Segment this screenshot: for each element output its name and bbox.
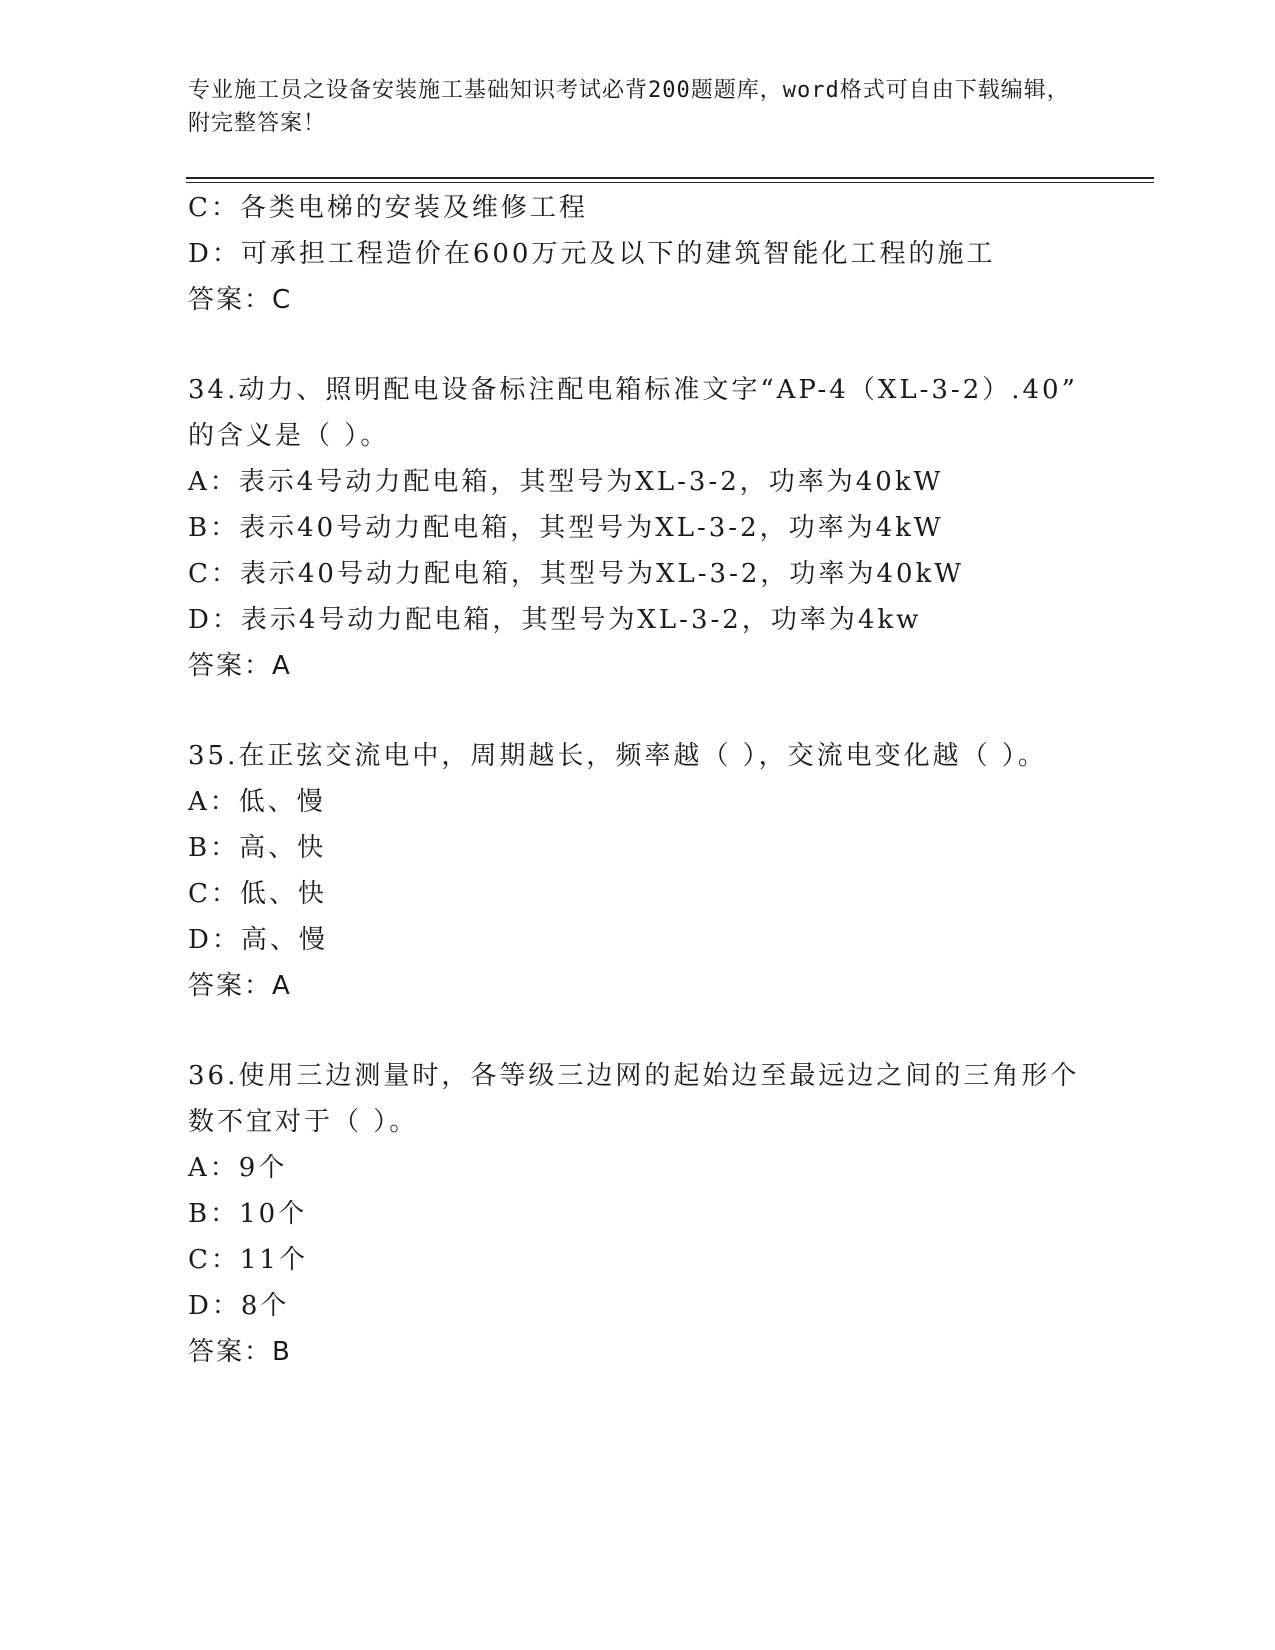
question-list: [188, 185, 1088, 1375]
answer-label: 答案：B: [188, 1337, 292, 1367]
question-stem: 36.使用三边测量时，各等级三边网的起始边至最远边之间的三角形个: [188, 1061, 1080, 1091]
header-divider: [186, 177, 1154, 179]
question-36: [188, 1053, 1088, 1375]
header-title: 专业施工员之设备安装施工基础知识考试必背200题题库，word格式可自由下载编辑，附完整答案！: [188, 78, 1070, 136]
document-header: [188, 74, 1088, 140]
question-35: [188, 733, 1088, 1009]
option-c: C：11个: [188, 1245, 308, 1275]
question-stem: 34.动力、照明配电设备标注配电箱标准文字“AP-4（XL-3-2）.40”: [188, 375, 1078, 405]
question-34: [188, 367, 1088, 689]
option-c: C：表示40号动力配电箱，其型号为XL-3-2，功率为40kW: [188, 559, 964, 589]
question-stem-cont: 的含义是（ ）。: [188, 421, 390, 451]
option-a: A：表示4号动力配电箱，其型号为XL-3-2，功率为40kW: [188, 467, 944, 497]
option-b: B：表示40号动力配电箱，其型号为XL-3-2，功率为4kW: [188, 513, 944, 543]
option-d: D：高、慢: [188, 925, 328, 955]
question-stem: 35.在正弦交流电中，周期越长，频率越（ ），交流电变化越（ ）。: [188, 741, 1047, 771]
answer-label: 答案：A: [188, 651, 292, 681]
option-a: A：低、慢: [188, 787, 326, 817]
option-a: A：9个: [188, 1153, 288, 1183]
question-stem-cont: 数不宜对于（ ）。: [188, 1107, 419, 1137]
option-b: B：高、快: [188, 833, 327, 863]
answer-label: 答案：C: [188, 285, 293, 315]
option-b: B：10个: [188, 1199, 308, 1229]
option-c: C：低、快: [188, 879, 327, 909]
option-d: D：可承担工程造价在600万元及以下的建筑智能化工程的施工: [188, 239, 996, 269]
answer-label: 答案：A: [188, 971, 292, 1001]
option-d: D：表示4号动力配电箱，其型号为XL-3-2，功率为4kw: [188, 605, 922, 635]
option-c: C：各类电梯的安装及维修工程: [188, 193, 588, 223]
prev-question-block: [188, 185, 1088, 323]
header-divider-thin: [186, 182, 1154, 183]
option-d: D：8个: [188, 1291, 290, 1321]
